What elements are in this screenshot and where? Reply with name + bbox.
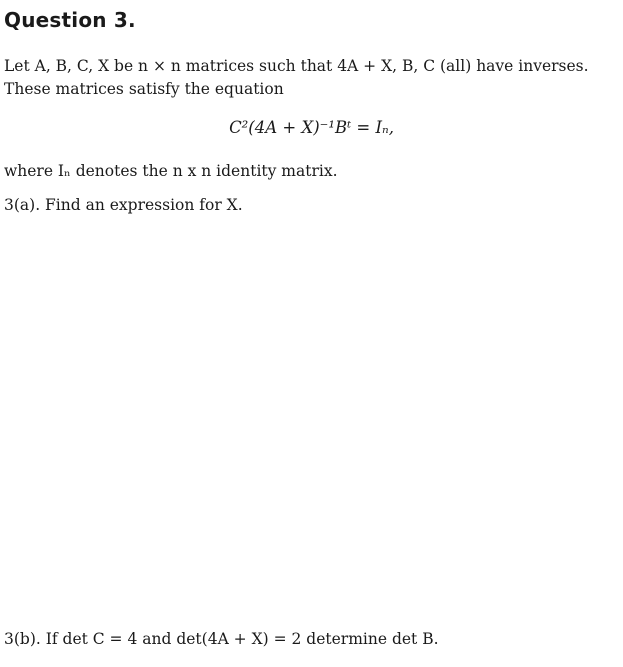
question-heading: Question 3. [4,8,136,32]
intro-line-1: Let A, B, C, X be n × n matrices such that 4A + X, B, C (all) have inverses. [4,57,589,75]
question-intro [4,55,616,101]
part-a-prompt: 3(a). Find an expression for X. [4,196,243,214]
intro-line-2: These matrices satisfy the equation [4,80,284,98]
part-b-prompt: 3(b). If det C = 4 and det(4A + X) = 2 determine det B. [4,630,439,648]
matrix-equation: C²(4A + X)⁻¹Bᵗ = Iₙ, [229,118,394,137]
identity-definition: where Iₙ denotes the n x n identity matrix. [4,162,338,180]
